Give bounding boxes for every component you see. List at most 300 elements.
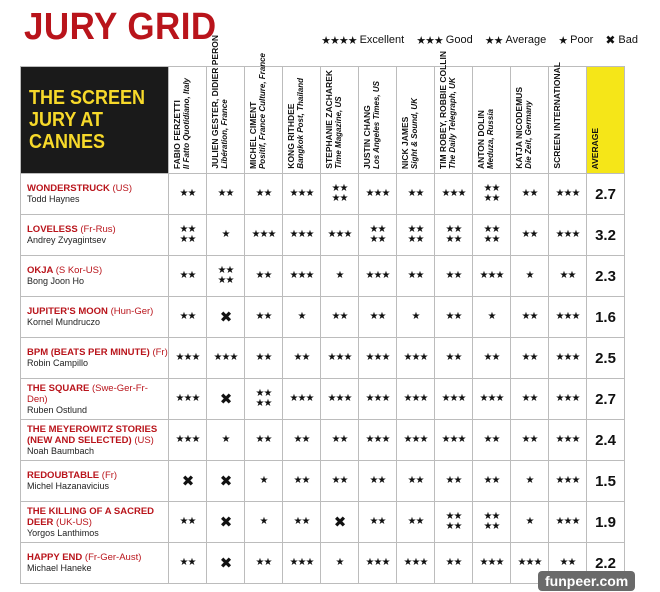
star-rating-icon: ★★ <box>483 193 500 204</box>
average-score: 2.7 <box>587 174 625 215</box>
rating-cell <box>359 215 397 256</box>
star-rating-icon: ★★ <box>293 475 310 486</box>
star-rating-icon: ★★ <box>255 557 272 568</box>
film-row <box>21 420 625 461</box>
film-cell <box>21 256 169 297</box>
average-score: 2.4 <box>587 420 625 461</box>
juror-name: ANTON DOLIN <box>476 110 486 169</box>
rating-cell <box>245 338 283 379</box>
star-rating-icon: ★★★ <box>555 475 580 486</box>
rating-cell <box>511 215 549 256</box>
star-rating-icon: ★★★ <box>555 434 580 445</box>
juror-header <box>473 67 511 174</box>
film-cell <box>21 379 169 420</box>
star-rating-icon: ★★ <box>179 188 196 199</box>
star-rating-icon: ★★ <box>255 398 272 409</box>
rating-cell <box>207 461 245 502</box>
star-rating-icon: ★★ <box>445 557 462 568</box>
rating-cell <box>549 461 587 502</box>
star-rating-icon: ★★★ <box>365 270 390 281</box>
star-rating-icon: ★★ <box>407 270 424 281</box>
rating-cell <box>435 420 473 461</box>
rating-cell <box>473 543 511 584</box>
rating-cell <box>473 338 511 379</box>
rating-cell <box>245 256 283 297</box>
average-score: 3.2 <box>587 215 625 256</box>
rating-cell <box>397 461 435 502</box>
star-rating-icon: ★★★ <box>365 557 390 568</box>
average-score: 2.2 <box>587 543 625 584</box>
star-rating-icon: ★★ <box>407 234 424 245</box>
juror-header <box>321 67 359 174</box>
star-rating-icon: ★★ <box>369 475 386 486</box>
rating-cell <box>435 256 473 297</box>
star-rating-icon: ★★★ <box>517 557 542 568</box>
rating-cell <box>473 256 511 297</box>
star-rating-icon: ★★ <box>255 188 272 199</box>
star-rating-icon: ★★★ <box>365 352 390 363</box>
star-rating-icon: ★★ <box>255 270 272 281</box>
star-rating-icon: ★★ <box>521 188 538 199</box>
cross-icon: ✖ <box>219 472 232 490</box>
film-title-text: HAPPY END <box>27 552 83 563</box>
rating-cell <box>283 338 321 379</box>
film-title <box>27 224 168 235</box>
film-title-text: BPM (BEATS PER MINUTE) <box>27 347 150 358</box>
cross-icon: ✖ <box>333 513 346 531</box>
star-rating-icon: ★★ <box>483 475 500 486</box>
star-rating-icon: ★★ <box>369 516 386 527</box>
four-stars-icon: ★★★★ <box>321 33 357 47</box>
rating-cell <box>245 502 283 543</box>
film-cell <box>21 543 169 584</box>
film-title-text: REDOUBTABLE <box>27 470 100 481</box>
rating-cell <box>207 338 245 379</box>
film-title <box>27 183 168 194</box>
film-country: (Fr-Ger-Aust) <box>84 552 142 563</box>
rating-cell <box>435 461 473 502</box>
average-score: 1.9 <box>587 502 625 543</box>
star-rating-icon: ★★ <box>445 270 462 281</box>
star-rating-icon: ★★ <box>445 352 462 363</box>
star-rating-icon: ★★ <box>407 475 424 486</box>
jury-title-block <box>21 67 169 174</box>
star-rating-icon: ★ <box>335 270 344 281</box>
film-title <box>27 306 168 317</box>
film-country: (Fr) <box>101 470 118 481</box>
average-score: 1.5 <box>587 461 625 502</box>
juror-publication: Die Zeit, Germany <box>524 100 533 169</box>
juror-header <box>549 62 587 174</box>
rating-cell <box>359 174 397 215</box>
rating-cell <box>245 215 283 256</box>
rating-cell <box>207 256 245 297</box>
rating-cell <box>511 338 549 379</box>
juror-name: JULIEN GESTER, DIDIER PERON <box>210 35 220 169</box>
two-stars-icon: ★★ <box>484 33 503 47</box>
rating-cell <box>473 174 511 215</box>
rating-cell <box>321 502 359 543</box>
legend-item-poor <box>558 34 593 47</box>
star-rating-icon: ★★★ <box>555 188 580 199</box>
film-country: (UK-US) <box>56 516 92 528</box>
film-row <box>21 502 625 543</box>
juror-name: MICHEL CIMENT <box>248 101 258 169</box>
star-rating-icon: ★★ <box>331 193 348 204</box>
star-rating-icon: ★★ <box>369 311 386 322</box>
rating-cell <box>283 461 321 502</box>
rating-cell <box>549 256 587 297</box>
film-title-text: LOVELESS <box>27 224 78 235</box>
film-title-text: THE MEYEROWITZ STORIES (NEW AND SELECTED) <box>27 423 158 446</box>
rating-cell <box>435 502 473 543</box>
star-rating-icon: ★★ <box>483 352 500 363</box>
rating-cell <box>245 174 283 215</box>
star-rating-icon: ★★ <box>483 224 500 235</box>
jury-title-line: JURY AT <box>29 109 104 131</box>
star-rating-icon: ★★★ <box>289 270 314 281</box>
rating-cell <box>169 461 207 502</box>
star-rating-icon: ★★★ <box>555 393 580 404</box>
star-rating-icon: ★★★ <box>555 229 580 240</box>
star-rating-icon: ★ <box>221 229 230 240</box>
film-director: Kornel Mundruczo <box>27 317 101 327</box>
star-rating-icon: ★★ <box>559 270 576 281</box>
film-director: Bong Joon Ho <box>27 276 85 286</box>
star-rating-icon: ★★ <box>521 434 538 445</box>
average-score: 2.3 <box>587 256 625 297</box>
rating-cell <box>321 297 359 338</box>
rating-cell <box>435 215 473 256</box>
star-rating-icon: ★★★ <box>403 557 428 568</box>
star-rating-icon: ★ <box>411 311 420 322</box>
film-row <box>21 215 625 256</box>
rating-cell <box>435 297 473 338</box>
film-row <box>21 297 625 338</box>
star-rating-icon: ★★ <box>255 434 272 445</box>
legend-label: Bad <box>618 34 638 46</box>
star-rating-icon: ★★ <box>179 557 196 568</box>
average-score: 2.5 <box>587 338 625 379</box>
rating-cell <box>207 502 245 543</box>
legend-label: Good <box>445 34 473 46</box>
star-rating-icon: ★★ <box>331 475 348 486</box>
rating-cell <box>169 297 207 338</box>
rating-cell <box>169 502 207 543</box>
rating-cell <box>473 215 511 256</box>
rating-cell <box>511 502 549 543</box>
rating-cell <box>397 297 435 338</box>
star-rating-icon: ★★ <box>483 521 500 532</box>
rating-cell <box>359 502 397 543</box>
star-rating-icon: ★★★ <box>327 352 352 363</box>
film-title-text: WONDERSTRUCK <box>27 183 110 194</box>
star-rating-icon: ★★★ <box>175 393 200 404</box>
rating-cell <box>321 461 359 502</box>
juror-header <box>283 67 321 174</box>
rating-cell <box>435 543 473 584</box>
juror-publication: Sight & Sound, UK <box>410 97 419 169</box>
star-rating-icon: ★★ <box>521 393 538 404</box>
rating-cell <box>169 174 207 215</box>
star-rating-icon: ★★ <box>483 511 500 522</box>
star-rating-icon: ★★★ <box>251 229 276 240</box>
cross-icon: ✖ <box>219 390 232 408</box>
star-rating-icon: ★★ <box>331 434 348 445</box>
star-rating-icon: ★★★ <box>441 434 466 445</box>
juror-name: NICK JAMES <box>400 116 410 169</box>
star-rating-icon: ★★ <box>407 516 424 527</box>
star-rating-icon: ★ <box>259 516 268 527</box>
star-rating-icon: ★★ <box>445 475 462 486</box>
grid-body <box>21 174 625 584</box>
legend-item-bad <box>605 33 638 47</box>
star-rating-icon: ★ <box>487 311 496 322</box>
film-country: (Swe-Ger-Fr-Den) <box>27 382 148 405</box>
star-rating-icon: ★★ <box>407 188 424 199</box>
rating-cell <box>397 174 435 215</box>
rating-cell <box>359 379 397 420</box>
star-rating-icon: ★★ <box>179 311 196 322</box>
rating-cell <box>321 338 359 379</box>
film-director: Michel Hazanavicius <box>27 481 110 491</box>
star-rating-icon: ★★ <box>255 388 272 399</box>
cross-icon: ✖ <box>219 513 232 531</box>
star-rating-icon: ★★ <box>521 311 538 322</box>
film-title-text: THE SQUARE <box>27 382 90 394</box>
star-rating-icon: ★★★ <box>365 393 390 404</box>
film-row <box>21 256 625 297</box>
rating-cell <box>245 379 283 420</box>
rating-cell <box>549 379 587 420</box>
rating-cell <box>359 338 397 379</box>
juror-publication: The Daily Telegraph, UK <box>448 77 457 169</box>
star-rating-icon: ★★★ <box>555 352 580 363</box>
film-title <box>27 424 168 446</box>
average-score: 2.7 <box>587 379 625 420</box>
star-rating-icon: ★★★ <box>175 434 200 445</box>
rating-cell <box>321 420 359 461</box>
juror-publication: Time Magazine, US <box>334 96 343 169</box>
legend-label: Poor <box>570 34 594 46</box>
star-rating-icon: ★★★ <box>479 557 504 568</box>
film-cell <box>21 338 169 379</box>
star-rating-icon: ★★ <box>369 234 386 245</box>
juror-header <box>207 35 245 174</box>
film-director: Noah Baumbach <box>27 445 95 456</box>
rating-cell <box>321 543 359 584</box>
film-title-text: JUPITER'S MOON <box>27 306 108 317</box>
rating-cell <box>321 215 359 256</box>
film-row <box>21 461 625 502</box>
star-rating-icon: ★★ <box>217 188 234 199</box>
star-rating-icon: ★★ <box>521 352 538 363</box>
film-row <box>21 379 625 420</box>
juror-publication: Libération, France <box>220 99 229 169</box>
film-cell <box>21 297 169 338</box>
juror-header <box>359 67 397 174</box>
rating-cell <box>359 256 397 297</box>
film-title-text: THE KILLING OF A SACRED DEER <box>27 505 155 528</box>
rating-cell <box>321 256 359 297</box>
rating-cell <box>511 174 549 215</box>
rating-cell <box>397 256 435 297</box>
rating-cell <box>283 502 321 543</box>
average-header <box>587 67 625 174</box>
rating-cell <box>169 215 207 256</box>
rating-cell <box>207 379 245 420</box>
rating-cell <box>397 420 435 461</box>
film-country: (Fr) <box>152 347 168 358</box>
star-rating-icon: ★★ <box>483 434 500 445</box>
rating-cell <box>435 379 473 420</box>
rating-cell <box>397 379 435 420</box>
star-rating-icon: ★★★ <box>289 557 314 568</box>
film-cell <box>21 461 169 502</box>
rating-cell <box>321 174 359 215</box>
juror-publication: Los Angeles Times, US <box>372 80 381 169</box>
rating-cell <box>359 420 397 461</box>
rating-cell <box>511 420 549 461</box>
film-cell <box>21 215 169 256</box>
star-rating-icon: ★★ <box>293 434 310 445</box>
star-rating-icon: ★ <box>525 270 534 281</box>
three-stars-icon: ★★★ <box>416 33 443 47</box>
watermark: funpeer.com <box>538 571 635 591</box>
juror-name: SCREEN INTERNATIONAL <box>552 62 562 169</box>
rating-cell <box>283 379 321 420</box>
star-rating-icon: ★ <box>297 311 306 322</box>
film-title <box>27 470 168 481</box>
legend-item-excellent <box>321 34 404 47</box>
juror-header <box>245 52 283 174</box>
rating-cell <box>511 379 549 420</box>
rating-cell <box>207 174 245 215</box>
star-rating-icon: ★★★ <box>555 311 580 322</box>
film-country: (Fr-Rus) <box>80 224 116 235</box>
film-row <box>21 174 625 215</box>
header-row <box>21 67 625 174</box>
star-rating-icon: ★★★ <box>441 188 466 199</box>
jury-title-line: CANNES <box>29 131 106 153</box>
film-title-text: OKJA <box>27 265 54 276</box>
rating-cell <box>283 543 321 584</box>
film-director: Ruben Ostlund <box>27 404 88 415</box>
star-rating-icon: ★★ <box>445 521 462 532</box>
star-rating-icon: ★ <box>525 475 534 486</box>
rating-cell <box>245 297 283 338</box>
juror-name: TIM ROBEY, ROBBIE COLLIN <box>438 50 448 169</box>
star-rating-icon: ★★★ <box>403 434 428 445</box>
rating-cell <box>549 215 587 256</box>
star-rating-icon: ★★★ <box>289 188 314 199</box>
rating-cell <box>397 543 435 584</box>
rating-cell <box>321 379 359 420</box>
star-rating-icon: ★★ <box>445 224 462 235</box>
star-rating-icon: ★★★ <box>403 352 428 363</box>
star-rating-icon: ★★★ <box>289 229 314 240</box>
star-rating-icon: ★★★ <box>327 393 352 404</box>
rating-cell <box>511 297 549 338</box>
star-rating-icon: ★★ <box>521 229 538 240</box>
rating-cell <box>397 338 435 379</box>
juror-header <box>435 50 473 174</box>
rating-cell <box>245 543 283 584</box>
jury-title-line: THE SCREEN <box>29 87 146 109</box>
page-title: JURY GRID <box>24 6 217 48</box>
rating-cell <box>283 297 321 338</box>
star-rating-icon: ★★ <box>179 516 196 527</box>
film-title <box>27 265 168 276</box>
rating-cell <box>207 543 245 584</box>
juror-name: KATJA NICODEMUS <box>514 87 524 169</box>
average-label: AVERAGE <box>590 127 600 169</box>
legend-label: Excellent <box>359 34 405 46</box>
juror-publication: Il Fatto Quotidiano, Italy <box>182 77 191 169</box>
film-row <box>21 338 625 379</box>
rating-cell <box>245 420 283 461</box>
star-rating-icon: ★★ <box>255 311 272 322</box>
film-cell <box>21 502 169 543</box>
rating-cell <box>359 461 397 502</box>
cross-icon: ✖ <box>219 554 232 572</box>
film-title <box>27 347 168 358</box>
star-rating-icon: ★ <box>525 516 534 527</box>
star-rating-icon: ★★ <box>369 224 386 235</box>
rating-cell <box>207 215 245 256</box>
star-rating-icon: ★★★ <box>441 393 466 404</box>
star-rating-icon: ★★★ <box>175 352 200 363</box>
rating-cell <box>283 215 321 256</box>
star-rating-icon: ★★ <box>293 516 310 527</box>
star-rating-icon: ★★★ <box>403 393 428 404</box>
star-rating-icon: ★★ <box>407 224 424 235</box>
rating-cell <box>435 174 473 215</box>
star-rating-icon: ★ <box>259 475 268 486</box>
juror-publication: Bangkok Post, Thailand <box>296 78 305 169</box>
rating-cell <box>245 461 283 502</box>
rating-cell <box>169 256 207 297</box>
star-rating-icon: ★★★ <box>479 270 504 281</box>
rating-cell <box>169 379 207 420</box>
rating-cell <box>549 502 587 543</box>
star-rating-icon: ★ <box>221 434 230 445</box>
film-row <box>21 543 625 584</box>
film-director: Robin Campillo <box>27 358 89 368</box>
film-director: Andrey Zvyagintsev <box>27 235 107 245</box>
film-cell <box>21 174 169 215</box>
star-rating-icon: ★★ <box>331 183 348 194</box>
rating-cell <box>511 461 549 502</box>
cross-icon: ✖ <box>219 308 232 326</box>
star-rating-icon: ★★ <box>217 265 234 276</box>
star-rating-icon: ★ <box>335 557 344 568</box>
star-rating-icon: ★★ <box>179 234 196 245</box>
rating-cell <box>169 420 207 461</box>
film-cell <box>21 420 169 461</box>
star-rating-icon: ★★ <box>217 275 234 286</box>
juror-publication: Meduza, Russia <box>486 108 495 169</box>
rating-legend <box>321 33 638 47</box>
rating-cell <box>283 420 321 461</box>
film-country: (US) <box>112 183 133 194</box>
star-rating-icon: ★★ <box>293 352 310 363</box>
star-rating-icon: ★★ <box>179 224 196 235</box>
rating-cell <box>397 502 435 543</box>
rating-cell <box>283 174 321 215</box>
film-director: Yorgos Lanthimos <box>27 527 99 538</box>
star-rating-icon: ★★ <box>331 311 348 322</box>
